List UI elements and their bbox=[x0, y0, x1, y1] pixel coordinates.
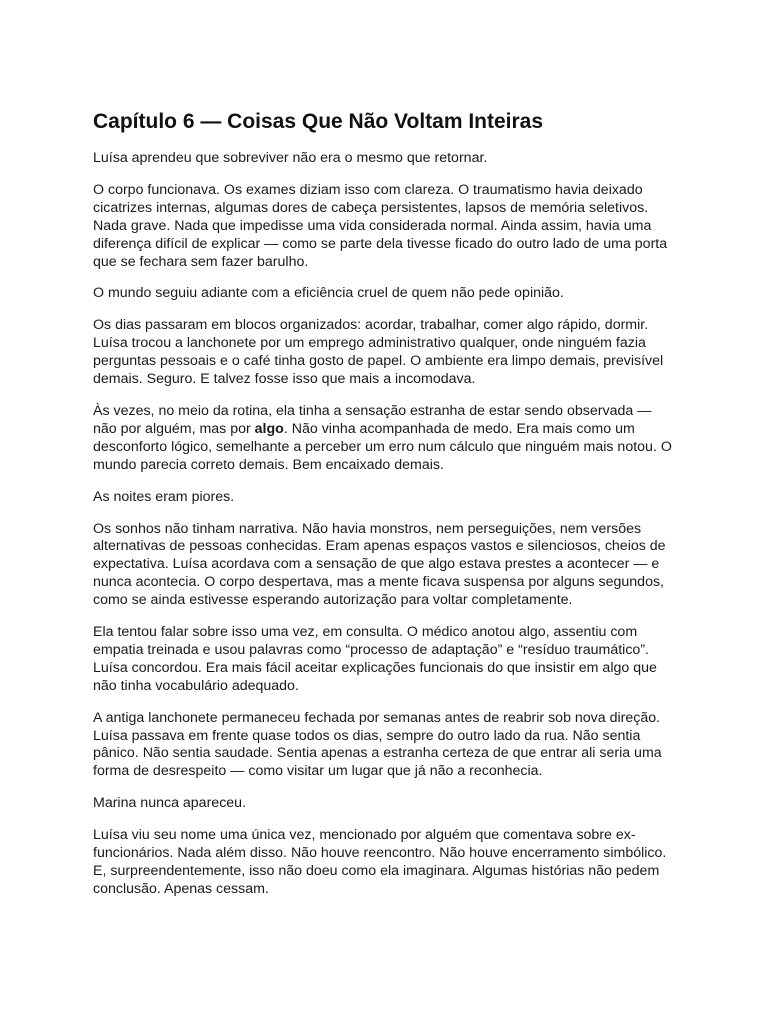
paragraph: As noites eram piores. bbox=[93, 488, 235, 505]
paragraph: Marina nunca apareceu. bbox=[93, 795, 247, 812]
paragraph-text: Às vezes, no meio da rotina, ela tinha a sensação estranha de estar sendo observada — não por alguém, mas por bbox=[93, 402, 652, 437]
paragraph-with-emphasis bbox=[93, 403, 675, 475]
paragraph: Luísa aprendeu que sobreviver não era o mesmo que retornar. bbox=[93, 150, 488, 166]
emphasized-word: algo bbox=[254, 420, 284, 437]
paragraph: A antiga lanchonete permaneceu fechada por semanas antes de reabrir sob nova direção. Luísa passava em frente quase todos os dias, sempre do outro lado da rua. Não sentia pânico. Não sentia saudade. Sentia apenas a estranha certeza de que entrar ali seria uma forma de desrespeito — como visitar um lugar que já não a reconhecia. bbox=[93, 709, 662, 780]
paragraph: O mundo seguiu adiante com a eficiência cruel de quem não pede opinião. bbox=[93, 285, 564, 302]
paragraph: Luísa viu seu nome uma única vez, mencionado por alguém que comentava sobre ex-funcionários. Nada além disso. Não houve reencontro. Não houve encerramento simbólico. E, surpreendentemente, isso não doeu como ela imaginara. Algumas histórias não pedem conclusão. Apenas cessam. bbox=[93, 827, 667, 897]
paragraph: O corpo funcionava. Os exames diziam isso com clareza. O traumatismo havia deixado cicatrizes internas, algumas dores de cabeça persistentes, lapsos de memória seletivos. Nada grave. Nada que impedisse uma vida considerada normal. Ainda assim, havia uma diferença difícil de explicar — como se parte dela tivesse ficado do outro lado de uma porta que se fechara sem fazer barulho. bbox=[93, 181, 668, 270]
paragraph-text: . Não vinha acompanhada de medo. Era mais como um desconforto lógico, semelhante a perceber um erro num cálculo que ninguém mais notou. O mundo parecia correto demais. Bem encaixado demais. bbox=[93, 420, 672, 473]
paragraph: Os dias passaram em blocos organizados: acordar, trabalhar, comer algo rápido, dormir. Luísa trocou a lanchonete por um emprego administrativo qualquer, onde ninguém fazia perguntas pessoais e o café tinha gosto de papel. O ambiente era limpo demais, previsível demais. Seguro. E talvez fosse isso que mais a incomodava. bbox=[93, 317, 664, 388]
paragraph: Ela tentou falar sobre isso uma vez, em consulta. O médico anotou algo, assentiu com empatia treinada e usou palavras como “processo de adaptação” e “resíduo traumático”. Luísa concordou. Era mais fácil aceitar explicações funcionais do que insistir em algo que não tinha vocabulário adequado. bbox=[93, 624, 657, 694]
chapter-title: Capítulo 6 — Coisas Que Não Voltam Inteiras bbox=[93, 110, 544, 133]
document-page bbox=[93, 108, 675, 913]
paragraph: Os sonhos não tinham narrativa. Não havia monstros, nem perseguições, nem versões alternativas de pessoas conhecidas. Eram apenas espaços vastos e silenciosos, cheios de expectativa. Luísa acordava com a sensação de que algo estava prestes a acontecer — e nunca acontecia. O corpo despertava, mas a mente ficava suspensa por alguns segundos, como se ainda estivesse esperando autorização para voltar completamente. bbox=[93, 520, 666, 609]
